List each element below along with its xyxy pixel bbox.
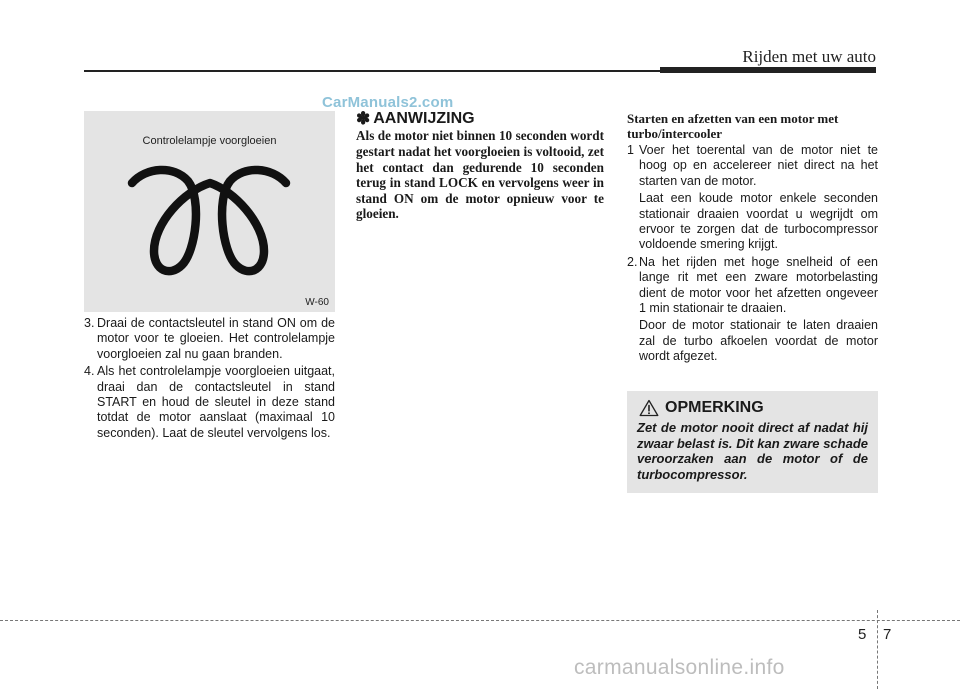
step-extra: Door de motor stationair te laten draaien zal de turbo afkoelen voordat de motor wordt afgezet. <box>639 318 878 364</box>
note-title: AANWIJZING <box>373 110 475 127</box>
step-item <box>627 255 878 365</box>
footer-dashed-divider <box>877 610 878 689</box>
step-item <box>84 316 335 362</box>
footer-dashed-line <box>0 620 960 621</box>
step-text: Draai de contactsleutel in stand ON om de motor voor te gloeien. Het controlelampje voorgloeien zal nu gaan branden. <box>97 316 335 361</box>
note-body: Als de motor niet binnen 10 seconden wordt gestart nadat het voorgloeien is voltooid, zet het contact dan gedurende 10 seconden terug in stand LOCK en vervolgens weer in stand ON om de motor opnieuw voor te gloeien. <box>356 128 604 222</box>
figure-code: W-60 <box>305 297 329 308</box>
note-column <box>356 111 604 222</box>
warning-triangle-icon <box>639 399 659 417</box>
step-text: Voer het toerental van de motor niet te hoog op en accelereer niet direct na het starten van de motor. <box>639 143 878 188</box>
page-header-title: Rijden met uw auto <box>742 47 876 66</box>
right-column <box>627 111 878 365</box>
warning-heading <box>639 399 868 417</box>
asterisk-icon: ✽ <box>356 109 371 128</box>
step-number: 1 <box>627 143 634 157</box>
left-column <box>84 316 335 441</box>
step-item <box>84 364 335 441</box>
step-number: 4. <box>84 364 95 379</box>
page-section-number: 5 <box>858 626 867 643</box>
note-heading <box>356 111 604 126</box>
step-text: Als het controlelampje voorgloeien uitgaat, draai dan de contactsleutel in stand START en houd de sleutel in deze stand totdat de motor aanslaat (maximaal 10 seconden). Laat de sleutel vervolgens los. <box>97 364 335 440</box>
header-rule-thick <box>660 67 876 73</box>
step-content <box>639 255 878 365</box>
header-rule-thin <box>84 70 662 72</box>
watermark-bottom: carmanualsonline.info <box>574 656 785 679</box>
watermark-top: CarManuals2.com <box>322 94 454 111</box>
section-heading: Starten en afzetten van een motor met turbo/intercooler <box>627 111 839 141</box>
step-text: Na het rijden met hoge snelheid of een lange rit met een zware motorbelasting dient de motor voor het afzetten ongeveer 1 min stationair te draaien. <box>639 254 878 316</box>
warning-title: OPMERKING <box>665 399 764 416</box>
figure-glow-indicator <box>84 111 335 312</box>
step-content <box>639 143 878 253</box>
figure-caption: Controlelampje voorgloeien <box>142 135 277 147</box>
step-extra: Laat een koude motor enkele seconden stationair draaien voordat u wegrijdt om ervoor te zorgen dat de turbocompressor voldoende smering krijgt. <box>639 191 878 252</box>
step-number: 3. <box>84 316 95 330</box>
page-number: 7 <box>883 626 892 643</box>
warning-box <box>627 391 878 493</box>
warning-body: Zet de motor nooit direct af nadat hij zwaar belast is. Dit kan zware schade veroorzaken aan de motor of de turbocompressor. <box>637 420 868 482</box>
glow-plug-coil-icon <box>84 111 335 312</box>
step-item <box>627 143 878 253</box>
step-number: 2. <box>627 254 638 269</box>
